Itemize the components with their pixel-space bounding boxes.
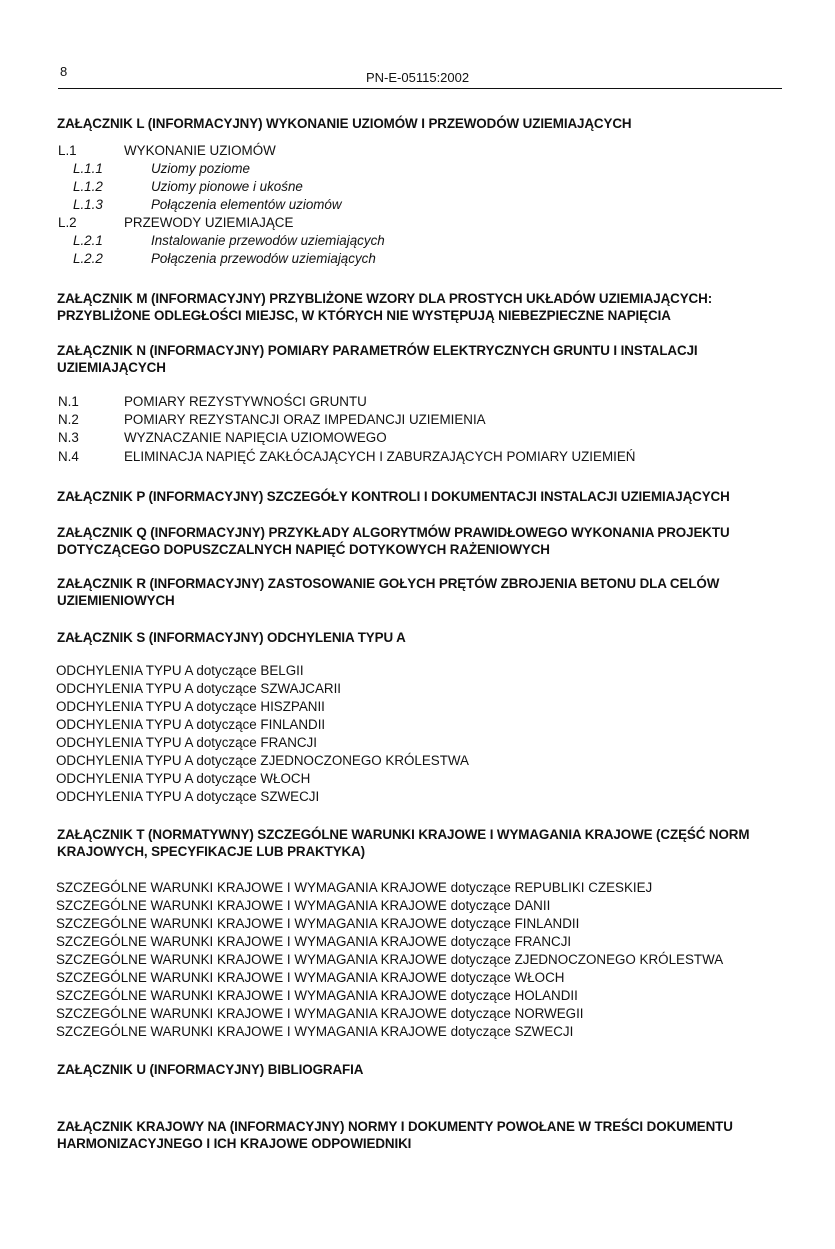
page-number: 8 bbox=[60, 64, 68, 79]
condition-line: SZCZEGÓLNE WARUNKI KRAJOWE I WYMAGANIA KRAJOWE dotyczące SZWECJI bbox=[56, 1024, 574, 1039]
annex-l-heading: ZAŁĄCZNIK L (INFORMACYJNY) WYKONANIE UZIOMÓW I PRZEWODÓW UZIEMIAJĄCYCH bbox=[57, 116, 632, 131]
deviation-line: ODCHYLENIA TYPU A dotyczące ZJEDNOCZONEGO KRÓLESTWA bbox=[56, 753, 469, 768]
deviation-line: ODCHYLENIA TYPU A dotyczące BELGII bbox=[56, 663, 304, 678]
deviation-line: ODCHYLENIA TYPU A dotyczące FINLANDII bbox=[56, 717, 326, 732]
toc-code: L.1.2 bbox=[73, 179, 103, 194]
deviation-line: ODCHYLENIA TYPU A dotyczące WŁOCH bbox=[56, 771, 311, 786]
toc-title: Uziomy poziome bbox=[151, 161, 250, 176]
annex-t-heading: ZAŁĄCZNIK T (NORMATYWNY) SZCZEGÓLNE WARUNKI KRAJOWE I WYMAGANIA KRAJOWE (CZĘŚĆ NORM KRAJOWYCH, SPECYFIKACJE LUB PRAKTYKA) bbox=[57, 827, 750, 859]
condition-line: SZCZEGÓLNE WARUNKI KRAJOWE I WYMAGANIA KRAJOWE dotyczące HOLANDII bbox=[56, 988, 578, 1003]
toc-code: L.2 bbox=[58, 215, 77, 230]
annex-s-heading: ZAŁĄCZNIK S (INFORMACYJNY) ODCHYLENIA TYPU A bbox=[57, 630, 406, 645]
toc-title: PRZEWODY UZIEMIAJĄCE bbox=[124, 215, 294, 230]
toc-code: N.4 bbox=[58, 449, 79, 464]
toc-title: WYZNACZANIE NAPIĘCIA UZIOMOWEGO bbox=[124, 430, 387, 445]
toc-title: Uziomy pionowe i ukośne bbox=[151, 179, 303, 194]
condition-line: SZCZEGÓLNE WARUNKI KRAJOWE I WYMAGANIA KRAJOWE dotyczące FRANCJI bbox=[56, 934, 572, 949]
annex-u-heading: ZAŁĄCZNIK U (INFORMACYJNY) BIBLIOGRAFIA bbox=[57, 1062, 364, 1077]
toc-title: ELIMINACJA NAPIĘĆ ZAKŁÓCAJĄCYCH I ZABURZAJĄCYCH POMIARY UZIEMIEŃ bbox=[124, 449, 636, 464]
standard-code: PN-E-05115:2002 bbox=[366, 70, 470, 85]
condition-line: SZCZEGÓLNE WARUNKI KRAJOWE I WYMAGANIA KRAJOWE dotyczące DANII bbox=[56, 898, 551, 913]
toc-title: POMIARY REZYSTYWNOŚCI GRUNTU bbox=[124, 394, 367, 409]
toc-title: Instalowanie przewodów uziemiających bbox=[151, 233, 385, 248]
condition-line: SZCZEGÓLNE WARUNKI KRAJOWE I WYMAGANIA KRAJOWE dotyczące WŁOCH bbox=[56, 970, 565, 985]
annex-p-heading: ZAŁĄCZNIK P (INFORMACYJNY) SZCZEGÓŁY KONTROLI I DOKUMENTACJI INSTALACJI UZIEMIAJĄCYCH bbox=[57, 489, 730, 504]
toc-code: L.1.3 bbox=[73, 197, 103, 212]
annex-national-heading: ZAŁĄCZNIK KRAJOWY NA (INFORMACYJNY) NORMY I DOKUMENTY POWOŁANE W TREŚCI DOKUMENTU HARMONIZACYJNEGO I ICH KRAJOWE ODPOWIEDNIKI bbox=[57, 1119, 733, 1151]
deviation-line: ODCHYLENIA TYPU A dotyczące SZWAJCARII bbox=[56, 681, 342, 696]
condition-line: SZCZEGÓLNE WARUNKI KRAJOWE I WYMAGANIA KRAJOWE dotyczące ZJEDNOCZONEGO KRÓLESTWA bbox=[56, 952, 724, 967]
annex-n-heading: ZAŁĄCZNIK N (INFORMACYJNY) POMIARY PARAMETRÓW ELEKTRYCZNYCH GRUNTU I INSTALACJI UZIEMIAJĄCYCH bbox=[57, 343, 698, 375]
toc-code: L.2.1 bbox=[73, 233, 103, 248]
toc-title: POMIARY REZYSTANCJI ORAZ IMPEDANCJI UZIEMIENIA bbox=[124, 412, 486, 427]
toc-code: L.1.1 bbox=[73, 161, 103, 176]
deviation-line: ODCHYLENIA TYPU A dotyczące SZWECJI bbox=[56, 789, 320, 804]
toc-code: N.1 bbox=[58, 394, 79, 409]
annex-r-heading: ZAŁĄCZNIK R (INFORMACYJNY) ZASTOSOWANIE GOŁYCH PRĘTÓW ZBROJENIA BETONU DLA CELÓW UZIEMIENIOWYCH bbox=[57, 576, 720, 608]
toc-code: L.1 bbox=[58, 143, 77, 158]
annex-m-heading: ZAŁĄCZNIK M (INFORMACYJNY) PRZYBLIŻONE WZORY DLA PROSTYCH UKŁADÓW UZIEMIAJĄCYCH: PRZYBLIŻONE ODLEGŁOŚCI MIEJSC, W KTÓRYCH NIE WYSTĘPUJĄ NIEBEZPIECZNE NAPIĘCIA bbox=[57, 291, 713, 323]
condition-line: SZCZEGÓLNE WARUNKI KRAJOWE I WYMAGANIA KRAJOWE dotyczące REPUBLIKI CZESKIEJ bbox=[56, 880, 653, 895]
toc-code: L.2.2 bbox=[73, 251, 103, 266]
annex-q-heading: ZAŁĄCZNIK Q (INFORMACYJNY) PRZYKŁADY ALGORYTMÓW PRAWIDŁOWEGO WYKONANIA PROJEKTU DOTYCZĄCEGO DOPUSZCZALNYCH NAPIĘĆ DOTYKOWYCH RAŻENIOWYCH bbox=[57, 525, 730, 557]
toc-title: Połączenia elementów uziomów bbox=[151, 197, 342, 212]
condition-line: SZCZEGÓLNE WARUNKI KRAJOWE I WYMAGANIA KRAJOWE dotyczące NORWEGII bbox=[56, 1006, 584, 1021]
toc-code: N.2 bbox=[58, 412, 79, 427]
header-rule bbox=[58, 88, 782, 89]
toc-code: N.3 bbox=[58, 430, 79, 445]
deviation-line: ODCHYLENIA TYPU A dotyczące FRANCJI bbox=[56, 735, 317, 750]
toc-title: Połączenia przewodów uziemiających bbox=[151, 251, 376, 266]
deviation-line: ODCHYLENIA TYPU A dotyczące HISZPANII bbox=[56, 699, 325, 714]
toc-title: WYKONANIE UZIOMÓW bbox=[124, 143, 276, 158]
condition-line: SZCZEGÓLNE WARUNKI KRAJOWE I WYMAGANIA KRAJOWE dotyczące FINLANDII bbox=[56, 916, 580, 931]
